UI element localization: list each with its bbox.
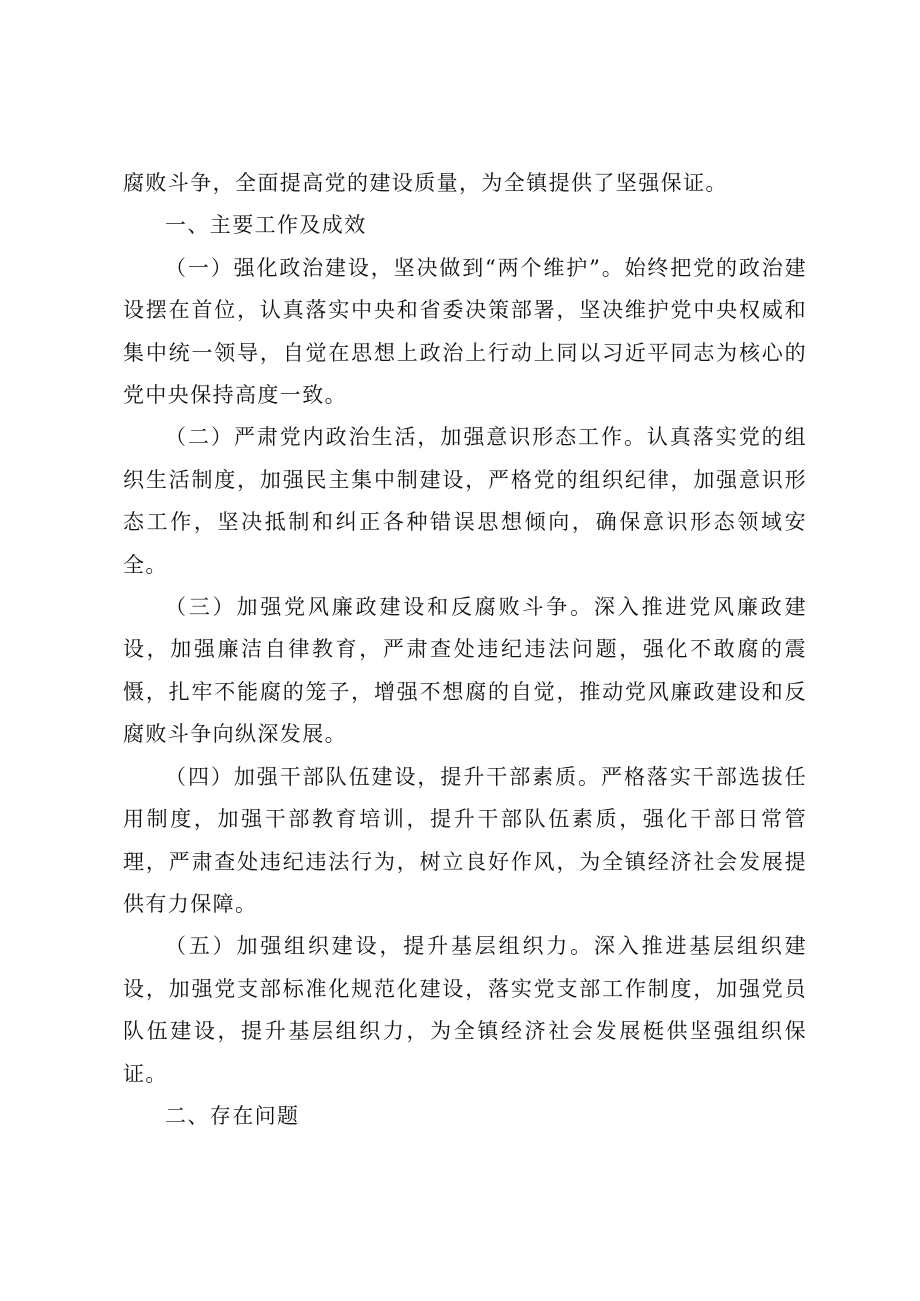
document-body — [123, 162, 807, 1137]
continuation-paragraph: 腐败斗争，全面提高党的建设质量，为全镇提供了坚强保证。 — [123, 171, 728, 195]
item-body-2: 认真落实党的组织生活制度，加强民主集中制建设，严格党的组织纪律，加强意识形态工作，坚决抵制和纠正各种错误思想倾向，确保意识形态领域安全。 — [123, 425, 807, 577]
item-paragraph-1 — [123, 247, 807, 417]
item-title-5: （五）加强组织建设，提升基层组织力。 — [165, 934, 594, 959]
item-title-3: （三）加强党风廉政建设和反腐败斗争。 — [165, 595, 594, 620]
section-heading-problems: 二、存在问题 — [165, 1103, 300, 1128]
item-paragraph-4 — [123, 756, 807, 926]
item-paragraph-2 — [123, 416, 807, 586]
item-paragraph-3 — [123, 586, 807, 756]
item-body-3: 深入推进党风廉政建设，加强廉洁自律教育，严肃查处违纪违法问题，强化不敢腐的震慑，扎牢不能腐的笼子，增强不想腐的自觉，推动党风廉政建设和反腐败斗争向纵深发展。 — [123, 595, 807, 747]
item-title-2: （二）严肃党内政治生活，加强意识形态工作。 — [165, 425, 647, 450]
item-body-1: 始终把党的政治建设摆在首位，认真落实中央和省委决策部署，坚决维护党中央权威和集中统一领导，自觉在思想上政治上行动上同以习近平同志为核心的党中央保持高度一致。 — [123, 255, 807, 408]
item-body-5: 深入推进基层组织建设，加强党支部标准化规范化建设，落实党支部工作制度，加强党员队伍建设，提升基层组织力，为全镇经济社会发展梃供坚强组织保证。 — [123, 934, 807, 1086]
item-title-4: （四）加强干部队伍建设，提升干部素质。 — [165, 764, 601, 789]
item-paragraph-5 — [123, 925, 807, 1095]
item-title-1: （一）强化政治建设，坚决做到“两个维护”。 — [165, 255, 625, 280]
item-body-4: 严格落实干部选拔任用制度，加强干部教育培训，提升干部队伍素质，强化干部日常管理，严肃查处违纪违法行为，树立良好作风，为全镇经济社会发展提供有力保障。 — [123, 764, 807, 916]
section-heading-main-work: 一、主要工作及成效 — [165, 213, 367, 238]
